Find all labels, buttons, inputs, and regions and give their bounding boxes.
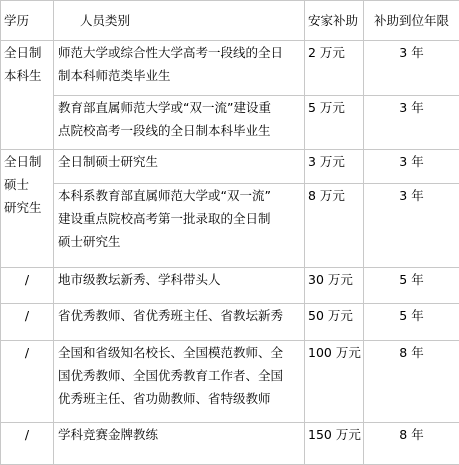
category-line: 学科竞赛金牌教练 (58, 423, 304, 446)
table-row (1, 96, 459, 150)
education-cell-dash: / (1, 341, 54, 423)
category-line: 教育部直属师范大学或“双一流”建设重 (58, 96, 304, 119)
years-cell: 8 年 (364, 423, 459, 465)
education-line: 全日制 (4, 41, 53, 64)
education-cell-undergrad (1, 41, 54, 150)
years-cell: 5 年 (364, 268, 459, 304)
amount-cell: 100 万元 (305, 341, 364, 423)
category-line: 省优秀教师、省优秀班主任、省教坛新秀 (58, 304, 304, 327)
years-cell: 8 年 (364, 341, 459, 423)
years-cell: 3 年 (364, 184, 459, 268)
category-line: 制本科师范类毕业生 (58, 64, 304, 87)
category-line: 建设重点院校高考第一批录取的全日制 (58, 207, 304, 230)
years-cell: 5 年 (364, 304, 459, 341)
years-cell: 3 年 (364, 96, 459, 150)
education-line: 全日制 (4, 150, 53, 173)
category-cell (54, 268, 305, 304)
amount-cell: 3 万元 (305, 150, 364, 184)
amount-cell: 50 万元 (305, 304, 364, 341)
education-cell-dash: / (1, 304, 54, 341)
education-cell-dash: / (1, 423, 54, 465)
category-line: 国优秀教师、全国优秀教育工作者、全国 (58, 364, 304, 387)
table-row (1, 268, 459, 304)
category-cell (54, 423, 305, 465)
category-line: 全国和省级知名校长、全国模范教师、全 (58, 341, 304, 364)
amount-cell: 150 万元 (305, 423, 364, 465)
education-cell-dash: / (1, 268, 54, 304)
category-cell (54, 304, 305, 341)
category-cell (54, 150, 305, 184)
category-line: 地市级教坛新秀、学科带头人 (58, 268, 304, 291)
education-line: 本科生 (4, 64, 53, 87)
header-row (1, 1, 459, 41)
header-category (54, 1, 305, 41)
category-line: 本科系教育部直属师范大学或“双一流” (58, 184, 304, 207)
category-cell (54, 184, 305, 268)
category-line: 点院校高考一段线的全日制本科毕业生 (58, 119, 304, 142)
category-cell (54, 96, 305, 150)
header-years: 补助到位年限 (364, 1, 459, 41)
amount-cell: 30 万元 (305, 268, 364, 304)
category-line: 全日制硕士研究生 (58, 150, 304, 173)
education-line: 硕士 (4, 173, 53, 196)
education-cell-master (1, 150, 54, 268)
table-row (1, 150, 459, 184)
category-cell (54, 341, 305, 423)
header-category-text: 人员类别 (80, 13, 130, 28)
header-amount: 安家补助 (305, 1, 364, 41)
education-line: 研究生 (4, 196, 53, 219)
table-row (1, 184, 459, 268)
table-row (1, 304, 459, 341)
years-cell: 3 年 (364, 41, 459, 96)
table-row (1, 41, 459, 96)
table-row (1, 423, 459, 465)
header-education: 学历 (1, 1, 54, 41)
amount-cell: 5 万元 (305, 96, 364, 150)
category-line: 硕士研究生 (58, 230, 304, 253)
amount-cell: 2 万元 (305, 41, 364, 96)
category-line: 师范大学或综合性大学高考一段线的全日 (58, 41, 304, 64)
years-cell: 3 年 (364, 150, 459, 184)
table-row (1, 341, 459, 423)
amount-cell: 8 万元 (305, 184, 364, 268)
category-line: 优秀班主任、省功勋教师、省特级教师 (58, 387, 304, 410)
category-cell (54, 41, 305, 96)
